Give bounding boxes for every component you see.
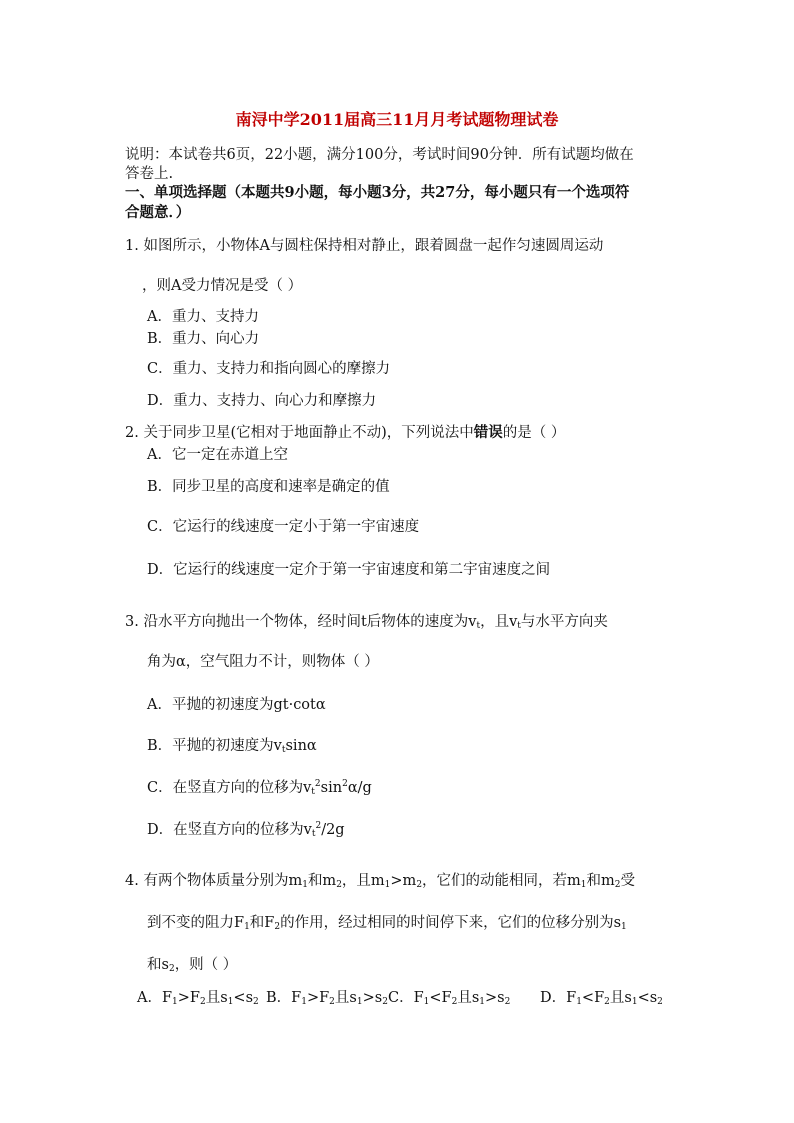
q2-option-d: D．它运行的线速度一定介于第一宇宙速度和第二宇宙速度之间 — [147, 562, 551, 578]
subscript: 2 — [382, 997, 388, 1007]
q4-stem-line-2 — [147, 913, 627, 933]
subscript: 1 — [576, 997, 582, 1007]
subscript: 1 — [631, 997, 638, 1007]
subscript: 1 — [479, 997, 486, 1007]
subscript: t — [476, 621, 481, 631]
q1-option-b: B．重力、向心力 — [147, 331, 260, 347]
q2-option-a: A．它一定在赤道上空 — [147, 447, 288, 463]
subscript: 2 — [200, 997, 206, 1007]
q3-stem-text: 3. 沿水平方向抛出一个物体，经时间t后物体的速度为v — [125, 614, 477, 630]
subscript: 1 — [423, 997, 430, 1007]
subscript: 1 — [384, 880, 391, 890]
q4-stem-text: 到不变的阻力F — [147, 915, 245, 931]
q1-stem-line-2: ，则A受力情况是受（ ） — [142, 278, 303, 294]
q4-stem-line-1 — [125, 871, 635, 891]
q4-stem-text: 的作用，经过相同的时间停下来，它们的位移分别为s — [280, 915, 622, 931]
option-text: sin — [320, 780, 343, 796]
q2-stem-text-end: 的是（ ） — [502, 425, 566, 441]
subscript: 2 — [253, 997, 259, 1007]
q3-option-c — [147, 778, 372, 798]
q1-option-a: A．重力、支持力 — [147, 309, 259, 325]
q1-stem-line-1: 1. 如图所示，小物体A与圆柱保持相对静止，跟着圆盘一起作匀速圆周运动 — [125, 238, 604, 254]
q1-option-c: C．重力、支持力和指向圆心的摩擦力 — [147, 361, 391, 377]
q4-stem-text: 4. 有两个物体质量分别为m — [125, 873, 303, 889]
option-text: D．F — [540, 990, 577, 1006]
option-text: α/g — [347, 780, 372, 796]
q3-stem-line-2: 角为α，空气阻力不计，则物体（ ） — [147, 654, 379, 670]
q3-option-d — [147, 820, 345, 840]
subscript: 1 — [244, 922, 250, 932]
q3-stem-text: ，且v — [480, 614, 518, 630]
subscript: t — [517, 621, 521, 631]
q1-option-d: D．重力、支持力、向心力和摩擦力 — [147, 393, 377, 409]
intro-line-2: 答卷上. — [125, 166, 174, 182]
subscript: 1 — [302, 880, 308, 890]
q4-option-c — [388, 988, 510, 1008]
q4-stem-text: 和m — [586, 873, 615, 889]
subscript: 2 — [336, 880, 342, 890]
option-text: 且s — [334, 990, 357, 1006]
superscript: 2 — [314, 779, 321, 789]
q2-option-b: B．同步卫星的高度和速率是确定的值 — [147, 479, 390, 495]
superscript: 2 — [315, 821, 322, 831]
q4-stem-line-3 — [147, 955, 237, 975]
option-text: >F — [177, 990, 200, 1006]
q3-stem-text: 与水平方向夹 — [520, 614, 608, 630]
subscript: 1 — [621, 922, 627, 932]
option-text: B．平抛的初速度为v — [147, 738, 282, 754]
subscript: t — [311, 787, 315, 797]
subscript: 2 — [274, 922, 281, 932]
subscript: 2 — [451, 997, 458, 1007]
section-heading-line-1: 一、单项选择题（本题共9小题，每小题3分，共27分，每小题只有一个选项符 — [125, 184, 630, 201]
option-text: /2g — [321, 822, 345, 838]
subscript: 1 — [227, 997, 234, 1007]
subscript: 1 — [580, 880, 587, 890]
subscript: 1 — [301, 997, 307, 1007]
subscript: t — [281, 745, 286, 755]
subscript: 1 — [172, 997, 178, 1007]
q2-stem-text: 2. 关于同步卫星(它相对于地面静止不动)，下列说法中 — [125, 425, 474, 441]
option-text: <s — [233, 990, 254, 1006]
subscript: 2 — [329, 997, 335, 1007]
option-text: 且s — [457, 990, 480, 1006]
q3-option-a: A．平抛的初速度为gt·cotα — [147, 697, 326, 713]
section-heading-line-2: 合题意．） — [125, 204, 191, 221]
q2-stem — [125, 423, 565, 443]
q4-option-a — [137, 988, 259, 1008]
option-text: C．F — [388, 990, 424, 1006]
subscript: 2 — [416, 880, 423, 890]
option-text: 且s — [205, 990, 228, 1006]
intro-line-1: 说明：本试卷共6页，22小题，满分100分，考试时间90分钟．所有试题均做在 — [125, 147, 634, 163]
subscript: 2 — [504, 997, 511, 1007]
q2-stem-emphasis: 错误 — [473, 424, 503, 441]
option-text: >s — [485, 990, 505, 1006]
q4-stem-text: ，且m — [341, 873, 385, 889]
subscript: 2 — [168, 964, 175, 974]
q4-stem-text: 和m — [307, 873, 337, 889]
option-text: D．在竖直方向的位移为v — [147, 822, 312, 838]
exam-title: 南浔中学2011届高三11月月考试题物理试卷 — [235, 110, 559, 129]
option-text: <s — [637, 990, 658, 1006]
q4-stem-text: ，它们的动能相同，若m — [422, 873, 581, 889]
q4-stem-text: 受 — [620, 873, 636, 889]
q4-stem-text: 和F — [249, 915, 275, 931]
q4-stem-text: >m — [390, 873, 417, 889]
q4-stem-text: ，则（ ） — [174, 957, 238, 973]
option-text: <F — [429, 990, 452, 1006]
option-text: 且s — [609, 990, 632, 1006]
subscript: 1 — [356, 997, 363, 1007]
q3-stem-line-1 — [125, 612, 608, 632]
q4-option-b — [266, 988, 388, 1008]
q4-option-d — [540, 988, 663, 1008]
option-text: <F — [581, 990, 605, 1006]
option-text: sinα — [285, 738, 317, 754]
option-text: A．F — [137, 990, 173, 1006]
q2-option-c: C．它运行的线速度一定小于第一宇宙速度 — [147, 519, 420, 535]
option-text: C．在竖直方向的位移为v — [147, 780, 312, 796]
superscript: 2 — [342, 779, 348, 789]
subscript: 2 — [614, 880, 621, 890]
subscript: t — [311, 829, 316, 839]
option-text: >F — [306, 990, 330, 1006]
q4-stem-text: 和s — [147, 957, 169, 973]
subscript: 2 — [657, 997, 663, 1007]
option-text: B．F — [266, 990, 302, 1006]
subscript: 2 — [604, 997, 610, 1007]
option-text: >s — [362, 990, 383, 1006]
q3-option-b — [147, 736, 317, 756]
